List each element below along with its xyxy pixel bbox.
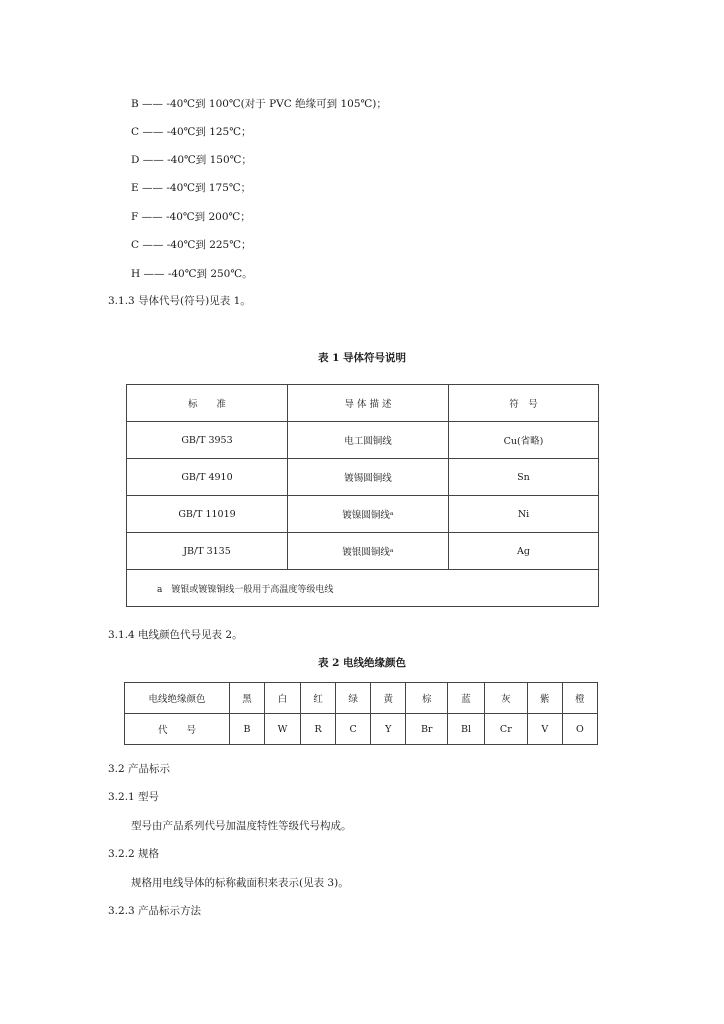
section-3-2-1: 3.2.1 型号 [108,791,160,803]
insulation-color-table [124,682,598,745]
grade-b: B —— -40℃到 100℃(对于 PVC 绝缘可到 105℃)； [131,98,387,110]
code-cell: O [562,714,597,745]
code-row [125,714,598,745]
cell-description: 电工圆铜线 [288,422,449,459]
cell-standard: JB/T 3135 [127,533,288,570]
section-3-1-3: 3.1.3 导体代号(符号)见表 1。 [108,295,251,307]
cell-description: 镀镍圆铜线ᵃ [288,496,449,533]
table-row [127,422,599,459]
grade-d: D —— -40℃到 150℃； [131,154,252,166]
table-note: a 镀银或镀镍铜线一般用于高温度等级电线 [127,570,599,607]
color-cell: 绿 [336,683,371,714]
paragraph-3-2-1: 型号由产品系列代号加温度特性等级代号构成。 [131,820,352,832]
code-cell: Y [371,714,406,745]
color-cell: 红 [301,683,336,714]
color-cell: 黑 [230,683,265,714]
table-row [127,533,599,570]
code-cell: W [265,714,301,745]
table-note-row [127,570,599,607]
code-cell: C [336,714,371,745]
cell-description: 镀锡圆铜线 [288,459,449,496]
cell-symbol: Sn [449,459,599,496]
code-cell: V [527,714,562,745]
color-cell: 蓝 [448,683,485,714]
table2-caption: 表 2 电线绝缘颜色 [317,657,407,669]
section-3-2-3: 3.2.3 产品标示方法 [108,905,202,917]
code-cell: Cr [484,714,527,745]
header-symbol: 符 号 [449,385,599,422]
header-standard: 标 准 [127,385,288,422]
color-cell: 白 [265,683,301,714]
color-row-label: 电线绝缘颜色 [125,683,230,714]
section-3-2: 3.2 产品标示 [108,763,171,775]
table-row [127,459,599,496]
color-cell: 橙 [562,683,597,714]
cell-symbol: Ag [449,533,599,570]
color-cell: 紫 [527,683,562,714]
cell-standard: GB/T 3953 [127,422,288,459]
code-cell: Bl [448,714,485,745]
table-header-row [127,385,599,422]
color-row [125,683,598,714]
code-row-label: 代 号 [125,714,230,745]
grade-f: F —— -40℃到 200℃； [131,211,251,223]
section-3-1-4: 3.1.4 电线颜色代号见表 2。 [108,629,243,641]
table-row [127,496,599,533]
table1-caption: 表 1 导体符号说明 [317,352,407,364]
cell-symbol: Cu(省略) [449,422,599,459]
code-cell: B [230,714,265,745]
conductor-symbol-table [126,384,599,607]
header-description: 导 体 描 述 [288,385,449,422]
color-cell: 黄 [371,683,406,714]
paragraph-3-2-2: 规格用电线导体的标称截面积来表示(见表 3)。 [131,877,349,889]
section-3-2-2: 3.2.2 规格 [108,848,160,860]
grade-g: C —— -40℃到 225℃； [131,239,252,251]
color-cell: 棕 [406,683,448,714]
cell-standard: GB/T 11019 [127,496,288,533]
grade-c: C —— -40℃到 125℃； [131,126,252,138]
cell-description: 镀银圆铜线ᵃ [288,533,449,570]
grade-h: H —— -40℃到 250℃。 [131,268,253,280]
cell-symbol: Ni [449,496,599,533]
color-cell: 灰 [484,683,527,714]
cell-standard: GB/T 4910 [127,459,288,496]
code-cell: R [301,714,336,745]
grade-e: E —— -40℃到 175℃； [131,182,252,194]
code-cell: Br [406,714,448,745]
